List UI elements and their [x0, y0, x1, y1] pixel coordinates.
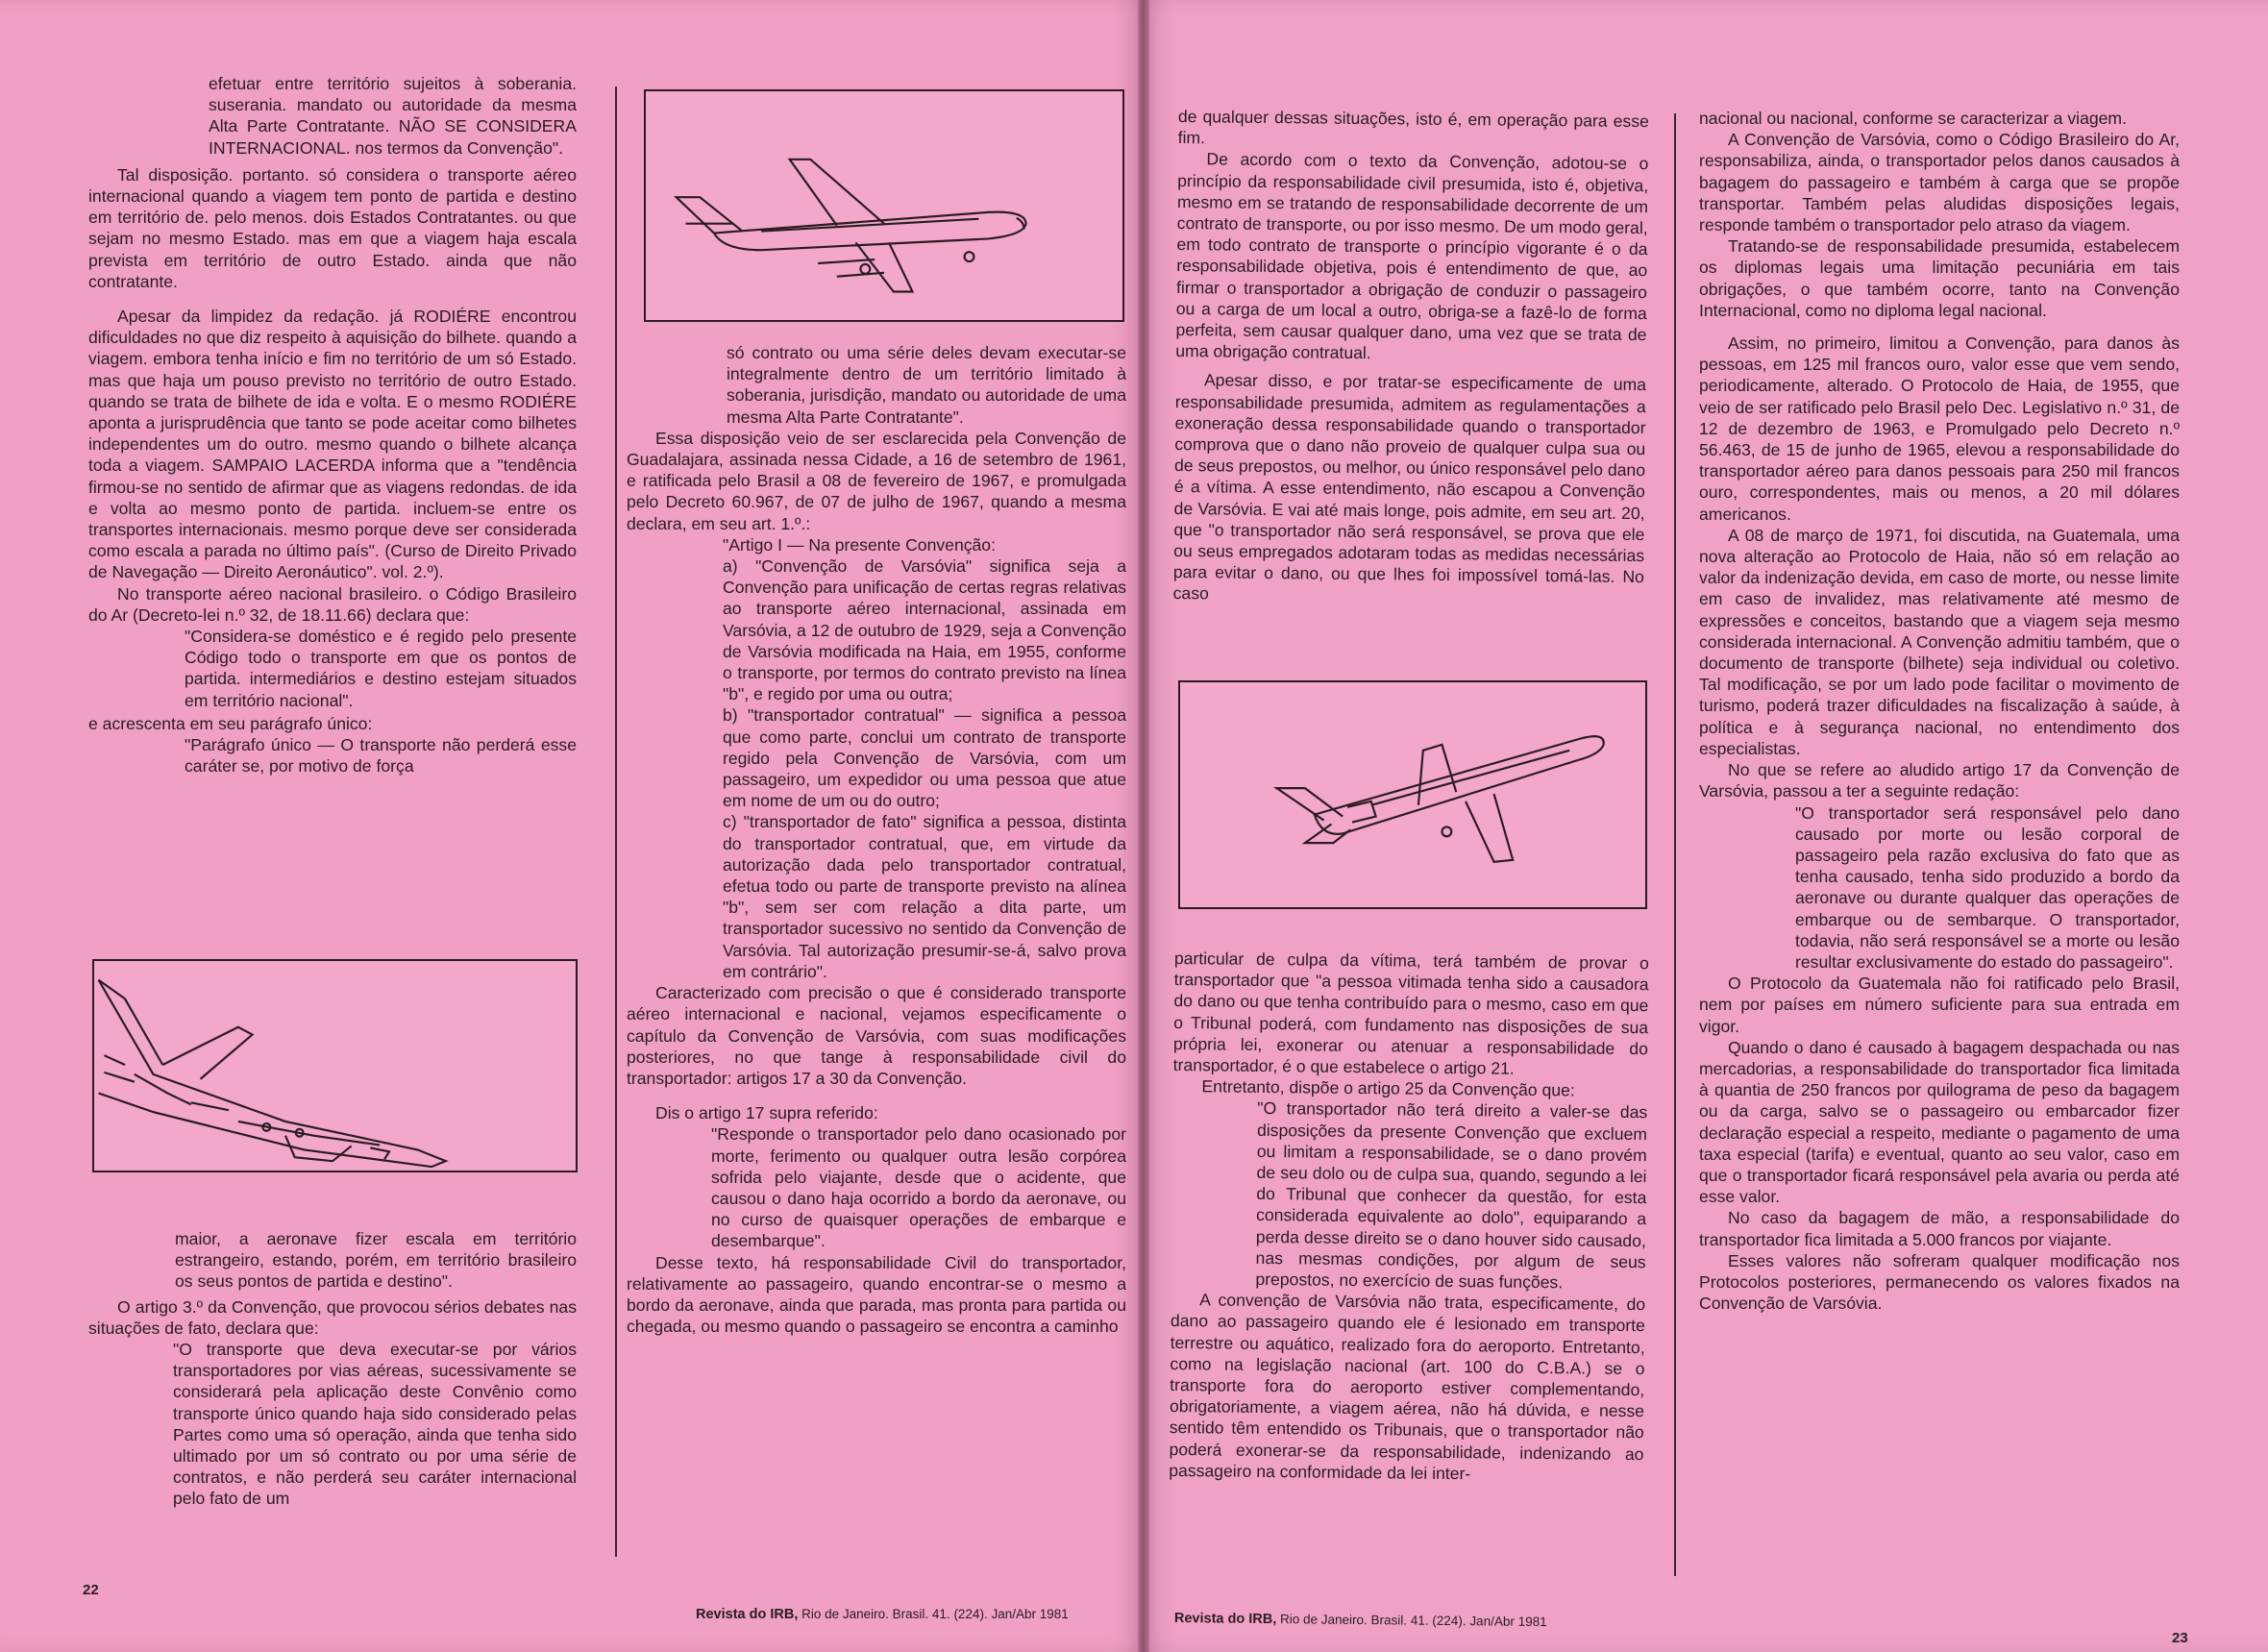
right-page-column-1	[1173, 106, 1649, 609]
journal-title: Revista do IRB,	[696, 1607, 799, 1622]
trijet-climbing-icon	[1180, 682, 1645, 907]
paragraph: A convenção de Varsóvia não trata, especificamente, do dano ao passageiro quando ele é lesionado em transporte terrestre ou aquático, realizado fora do aeroporto. Entretanto, como na legislação nacional (art. 100 do C.B.A.) se o transporte fora do aeroporto estiver complementando, obrigatoriamente, a viagem aérea, não há dúvida, e nesse sentido têm entendido os Tribunais, que o transportador não poderá exonerar-se da responsabilidade, indenizando ao passageiro na conformidade da lei inter-	[1169, 1290, 1646, 1484]
paragraph: Esses valores não sofreram qualquer modificação nos Protocolos posteriores, permanecendo os valores fixados na Convenção de Varsóvia.	[1699, 1250, 2180, 1314]
right-page-column-1-continued	[1169, 948, 1649, 1486]
paragraph: efetuar entre território sujeitos à soberania. suserania. mandato ou autoridade da mesma Alta Parte Contratante. NÃO SE CONSIDERA INTERNACIONAL. nos termos da Convenção".	[209, 74, 577, 158]
quote-item: a) "Convenção de Varsóvia" significa seja a Convenção para unificação de certas regras relativas ao transporte aéreo internacional, assinada em Varsóvia, a 12 de outubro de 1929, seja a Convenção de Varsóvia modificada na Haia, em 1955, conforme o transporte, por termos do contrato previsto na línea "b", e regido por uma ou outra;	[723, 556, 1126, 704]
left-page-column-1-continued	[88, 1228, 577, 1510]
quote: "O transportador será responsável pelo dano causado por morte ou lesão corporal de passageiro pela razão exclusiva do fato que as tenha causado, tenha sido produzido a bordo da aeronave ou durante qualquer das operações de embarque ou de sembarque. O transportador, todavia, não será responsável se a morte ou lesão resultar exclusivamente do estado do passageiro".	[1795, 802, 2180, 972]
paragraph: Tratando-se de responsabilidade presumida, estabelecem os diplomas legais uma limitação pecuniária em tais obrigações, o que também ocorre, tanto na Convenção Internacional, como no diploma legal nacional.	[1699, 236, 2180, 320]
page-number: 22	[83, 1582, 99, 1598]
page-footer	[696, 1607, 1069, 1622]
quote-heading: "Artigo I — Na presente Convenção:	[723, 534, 996, 555]
quote-item: b) "transportador contratual" — significa a pessoa que como parte, conclui um contrato de transporte regido pela Convenção de Varsóvia, com um passageiro, um expedidor ou uma pessoa que atue em nome de um ou do outro;	[723, 705, 1126, 811]
right-page-column-2	[1699, 108, 2180, 1314]
quote: "Parágrafo único — O transporte não perderá esse caráter se, por motivo de força	[185, 735, 577, 777]
figure-trijet	[1178, 680, 1647, 909]
airliner-side-icon	[646, 91, 1122, 320]
paragraph: A 08 de março de 1971, foi discutida, na Guatemala, uma nova alteração ao Protocolo de Haia, não só em relação ao valor da indenização devida, em caso de morte, ou nesse limite em caso de invalidez, mas relativamente até mesmo de expressões e conceitos, bastando que a viagem seja mesmo considerada internacional. A Convenção admitiu também, que o documento de transporte (bilhete) seja individual ou coletivo. Tal modificação, se por um lado pode facilitar o movimento de turismo, poderá trazer dificuldades na fiscalização à saúde, à política e à segurança nacional, no entendimento dos especialistas.	[1699, 525, 2180, 758]
figure-widebody-tail	[92, 959, 578, 1172]
paragraph: Assim, no primeiro, limitou a Convenção, para danos às pessoas, em 125 mil francos ouro, valor esse que vem sendo, periodicamente, alterado. O Protocolo de Haia, de 1955, que veio de ser ratificado pelo Brasil pelo Dec. Legislativo n.º 31, de 12 de dezembro de 1963, e Promulgado pelo Decreto n.º 56.463, de 15 de junho de 1965, elevou a responsabilidade do transportador aéreo para danos pessoais para 250 mil francos ouro, correspondentes, mais ou menos, a 20 mil dólares americanos.	[1699, 333, 2180, 524]
paragraph: O artigo 3.º da Convenção, que provocou sérios debates nas situações de fato, declara que:	[88, 1296, 577, 1338]
left-page-column-1	[88, 73, 577, 777]
quote: "O transporte que deva executar-se por vários transportadores por vias aéreas, sucessivamente se considerará pela aplicação deste Convênio como transporte único quando haja sido considerado pelas Partes como uma só operação, ainda que tenha sido ultimado por um só contrato ou por uma série de contratos, e não perderá seu caráter internacional pelo fato de um	[173, 1340, 577, 1509]
paragraph: Caracterizado com precisão o que é considerado transporte aéreo internacional e nacional, vejamos especificamente o capítulo da Convenção de Varsóvia, com suas modificações posteriores, no que tange à responsabilidade civil do transportador: artigos 17 a 30 da Convenção.	[627, 983, 1126, 1088]
paragraph: No transporte aéreo nacional brasileiro. o Código Brasileiro do Ar (Decreto-lei n.º 32, de 18.11.66) declara que:	[88, 583, 577, 625]
paragraph: Entretanto, dispõe o artigo 25 da Convenção que:	[1201, 1076, 1575, 1100]
paragraph: Apesar disso, e por tratar-se especificamente de uma responsabilidade presumida, admitem as regulamentações a exoneração dessa responsabilidade quando o transportador comprova que o dano não proveio de qualquer culpa sua ou de seus prepostos, ou melhor, ou único responsável pelo dano é a vítima. A esse entendimento, não escapou a Convenção de Varsóvia. E vai até mais longe, pois admite, em seu art. 20, que "o transportador não será responsável, se prova que ele ou seus empregados adotaram todas as medidas necessárias para evitar o dano, ou que lhes foi impossível tomá-las. No caso	[1172, 370, 1647, 604]
quote: "Considera-se doméstico e é regido pelo presente Código todo o transporte em que os pontos de partida. intermediários e destino estejam situados em território nacional".	[185, 627, 577, 710]
paragraph: Essa disposição veio de ser esclarecida pela Convenção de Guadalajara, assinada nessa Cidade, a 16 de setembro de 1961, e ratificada pelo Brasil a 08 de fevereiro de 1967, e promulgada pelo Decreto 60.967, de 07 de julho de 1967, quando a mesma declara, em seu art. 1.º.:	[627, 428, 1126, 533]
issue-info: Rio de Janeiro. Brasil. 41. (224). Jan/Abr 1981	[1276, 1612, 1547, 1630]
paragraph: A Convenção de Varsóvia, como o Código Brasileiro do Ar, responsabiliza, ainda, o transportador pelos danos causados à bagagem do passageiro e também à carga que se propõe transportar. Também pelas aludidas disposições legais, responde também o transportador pelo atraso da viagem.	[1699, 130, 2180, 235]
widebody-tail-closeup-icon	[94, 961, 576, 1171]
column-rule	[1674, 113, 1676, 1576]
paragraph: Dis o artigo 17 supra referido:	[655, 1103, 878, 1123]
paragraph: Apesar da limpidez da redação. já RODIÉRE encontrou dificuldades no que diz respeito à aquisição do bilhete. quando a viagem. embora tenha início e fim no território de um só Estado. mas que haja um pouso previsto no território de outro Estado. quando se trata de bilhete de ida e volta. E o mesmo RODIÉRE aponta a jurisprudência que tanto se pode aceitar como bilhetes independentes um do outro. mesmo quando o bilhete alcança toda a viagem. SAMPAIO LACERDA informa que a "tendência firmou-se no sentido de afirmar que as viagens redondas. de ida e volta ao mesmo ponto de partida. incluem-se entre os transportes internacionais. mesmo porque deve ser considerada como escala a parada no último país". (Curso de Direito Privado de Navegação — Direito Aeronáutico". vol. 2.º).	[88, 307, 577, 582]
paragraph: de qualquer dessas situações, isto é, em operação para esse fim.	[1177, 106, 1649, 148]
journal-title: Revista do IRB,	[1173, 1611, 1277, 1628]
left-page-column-2	[627, 342, 1126, 1337]
figure-airliner	[644, 89, 1124, 322]
paragraph: O Protocolo da Guatemala não foi ratificado pelo Brasil, nem por países em número suficiente para sua entrada em vigor.	[1699, 974, 2180, 1036]
paragraph: maior, a aeronave fizer escala em território estrangeiro, estando, porém, em território brasileiro os seus pontos de partida e destino".	[175, 1229, 577, 1292]
paragraph: No que se refere ao aludido artigo 17 da Convenção de Varsóvia, passou a ter a seguinte redação:	[1699, 760, 2180, 801]
quote: "Responde o transportador pelo dano ocasionado por morte, ferimento ou qualquer outra lesão corpórea sofrida pelo viajante, desde que o acidente, que causou o dano haja ocorrido a bordo da aeronave, ou no curso de quaisquer operações de embarque e desembarque".	[711, 1124, 1126, 1251]
paragraph: nacional ou nacional, conforme se caracterizar a viagem.	[1699, 109, 2127, 128]
issue-info: Rio de Janeiro. Brasil. 41. (224). Jan/Abr 1981	[798, 1607, 1069, 1621]
book-gutter	[1138, 0, 1149, 1652]
paragraph: e acrescenta em seu parágrafo único:	[88, 713, 373, 733]
quote: "O transportador não terá direito a valer-se das disposições da presente Convenção que excluem ou limitam a responsabilidade, se o dano provém de seu dolo ou de culpa sua, quando, segundo a lei do Tribunal que conhecer da questão, for esta considerada equivalente ao dolo", equiparando a perda desse direito se o dano houver sido causado, nas mesmas condições, por algum de seus prepostos, no exercício de suas funções.	[1255, 1098, 1648, 1293]
page-number: 23	[2172, 1630, 2188, 1646]
paragraph: No caso da bagagem de mão, a responsabilidade do transportador fica limitada a 5.000 francos por viajante.	[1699, 1208, 2180, 1249]
paragraph: só contrato ou uma série deles devam executar-se integralmente dentro de um território limitado à soberania, jurisdição, mandato ou autoridade de uma mesma Alta Parte Contratante".	[727, 343, 1126, 427]
paragraph: Tal disposição. portanto. só considera o transporte aéreo internacional quando a viagem tem ponto de partida e destino em território de. pelo menos. dois Estados Contratantes. ou que sejam no mesmo Estado. mas em que a viagem haja escala prevista em território de outro Estado. ainda que não contratante.	[88, 164, 577, 291]
paragraph: Quando o dano é causado à bagagem despachada ou nas mercadorias, a responsabilidade do transportador fica limitada à quantia de 250 francos por quilograma de peso da bagagem ou da carga, salvo se o passageiro ou embarcador fizer declaração especial a respeito, mediante o pagamento de uma taxa especial (tarifa) e eventual, quanto ao seu valor, caso em que o transportador ficará responsável pela avaria ou perda até esse valor.	[1699, 1037, 2180, 1207]
paragraph: De acordo com o texto da Convenção, adotou-se o princípio da responsabilidade civil presumida, isto é, objetiva, mesmo em se tratando de responsabilidade decorrente de um contrato de transporte, ou por isso mesmo. De um modo geral, em todo contrato de transporte o princípio vigorante é o da responsabilidade objetiva, pois é entendimento de que, ao firmar o transportador a obrigação de conduzir o passageiro ou a carga de um local a outro, obriga-se a fazê-lo de forma perfeita, sem causar qualquer dano, uma vez que se trata de uma obrigação contratual.	[1175, 149, 1649, 363]
column-rule	[615, 86, 617, 1557]
paragraph: particular de culpa da vítima, terá também de provar o transportador que "a pessoa vitimada tenha sido a causadora do dano ou que tenha contribuído para o mesmo, caso em que o Tribunal poderá, com fundamento nas disposições de sua própria lei, exonerar ou atenuar a responsabilidade do transportador, é o que estabelece o artigo 21.	[1172, 948, 1649, 1078]
paragraph: Desse texto, há responsabilidade Civil do transportador, relativamente ao passageiro, quando encontrar-se o mesmo a bordo da aeronave, ainda que parada, mas pronta para partida ou chegada, ou mesmo quando o passageiro se encontra a caminho	[627, 1252, 1126, 1337]
quote-item: c) "transportador de fato" significa a pessoa, distinta do transportador contratual, que, em virtude da autorização dada pelo transportador contratual, efetua todo ou parte de transporte previsto na alínea "b", sem ser com relação a dita parte, um transportador sucessivo no sentido da Convenção de Varsóvia. Tal autorização presumir-se-á, salvo prova em contrário".	[723, 812, 1126, 981]
